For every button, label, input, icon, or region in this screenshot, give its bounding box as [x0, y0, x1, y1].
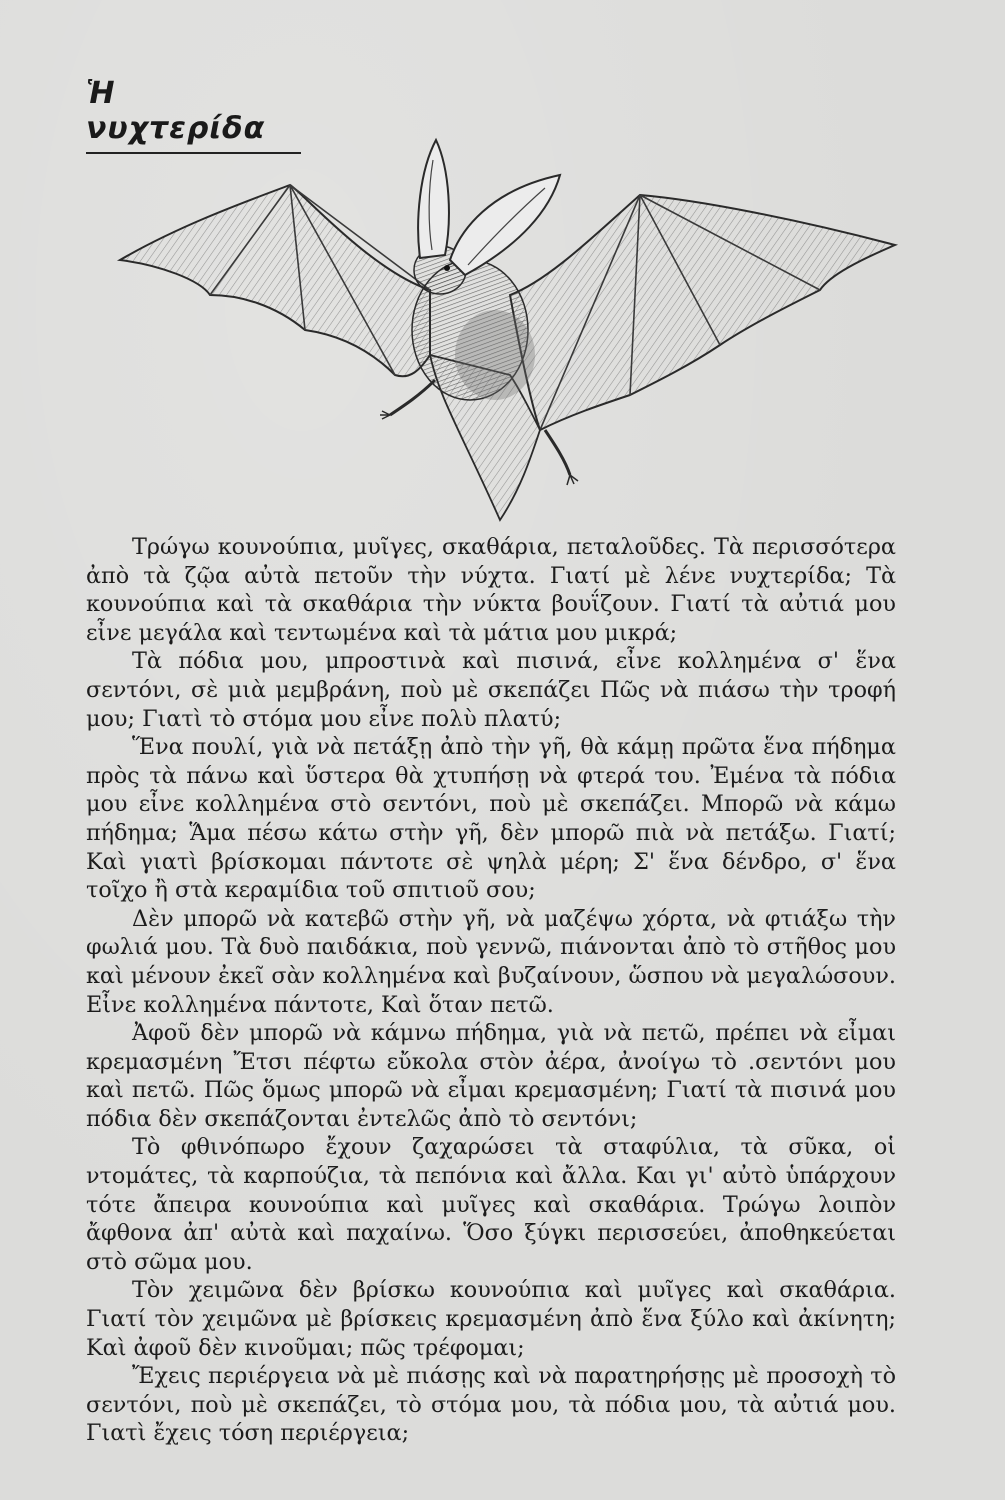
paragraph: Τὸ φθινόπωρο ἔχουν ζαχαρώσει τὰ σταφύλια, τὰ σῦκα, οἱ ντομάτες, τὰ καρπούζια, τὰ πεπόνια καὶ ἄλλα. Και γι' αὐτὸ ὑπάρχουν τότε ἄπειρα κουνούπια καὶ μυῖγες καὶ σκαθάρια. Τρώγω λοιπὸν ἄφθονα ἀπ' αὐτὰ καὶ παχαίνω. Ὅσο ξύγκι περισσεύει, ἀποθηκεύεται στὸ σῶμα μου. — [86, 1134, 896, 1275]
article-text — [86, 533, 896, 1448]
paragraph: Τρώγω κουνούπια, μυῖγες, σκαθάρια, πεταλοῦδες. Τὰ περισσότερα ἀπὸ τὰ ζῷα αὐτὰ πετοῦν τὴν νύχτα. Γιατί μὲ λένε νυχτερίδα; Τὰ κουνούπια καὶ τὰ σκαθάρια τὴν νύκτα βουΐζουν. Γιατί τὰ αὐτιά μου εἶνε μεγάλα καὶ τεντωμένα καὶ τὰ μάτια μου μικρά; — [86, 534, 896, 646]
right-leg — [545, 430, 570, 475]
left-ear — [418, 140, 449, 258]
paragraph: Ἔχεις περιέργεια νὰ μὲ πιάσῃς καὶ νὰ παρατηρήσῃς μὲ προσοχὴ τὸ σεντόνι, ποὺ μὲ σκεπάζει, τὸ στόμα μου, τὰ πόδια μου, τὰ αὐτιά μου. Γιατὶ ἔχεις τόση περιέργεια; — [86, 1363, 896, 1447]
paragraph: Τὰ πόδια μου, μπροστινὰ καὶ πισινά, εἶνε κολλημένα σ' ἕνα σεντόνι, σὲ μιὰ μεμβράνη, ποὺ μὲ σκεπάζει Πῶς νὰ πιάσω τὴν τροφή μου; Γιατὶ τὸ στόμα μου εἶνε πολὺ πλατύ; — [86, 648, 896, 732]
paragraph: Δὲν μπορῶ νὰ κατεβῶ στὴν γῆ, νὰ μαζέψω χόρτα, νὰ φτιάξω τὴν φωλιά μου. Τὰ δυὸ παιδάκια, ποὺ γεννῶ, πιάνονται ἀπὸ τὸ στῆθος μου καὶ μένουν ἐκεῖ σὰν κολλημένα καὶ βυζαίνουν, ὥσπου νὰ μεγαλώσουν. Εἶνε κολλημένα πάντοτε, Καὶ ὅταν πετῶ. — [86, 905, 896, 1018]
paragraph: Ἕνα πουλί, γιὰ νὰ πετάξῃ ἀπὸ τὴν γῆ, θὰ κάμῃ πρῶτα ἕνα πήδημα πρὸς τὰ πάνω καὶ ὕστερα θὰ χτυπήσῃ νὰ φτερά του. Ἐμένα τὰ πόδια μου εἶνε κολλημένα στὸ σεντόνι, ποὺ μὲ σκεπάζει. Μπορῶ νὰ κάμω πήδημα; Ἅμα πέσω κάτω στὴν γῆ, δὲν μπορῶ πιὰ νὰ πετάξω. Γιατί; Καὶ γιατὶ βρίσκομαι πάντοτε σὲ ψηλὰ μέρη; Σ' ἕνα δένδρο, σ' ἕνα τοῖχο ἢ στὰ κεραμίδια τοῦ σπιτιοῦ σου; — [86, 734, 896, 904]
bat-eye — [444, 265, 450, 271]
page-title: Ἡ νυχτερίδα — [86, 76, 301, 154]
left-wing — [120, 185, 430, 376]
paragraph: Ἀφοῦ δὲν μπορῶ νὰ κάμνω πήδημα, γιὰ νὰ πετῶ, πρέπει νὰ εἶμαι κρεμασμένη Ἔτσι πέφτω εὔκολα στὸν ἀέρα, ἀνοίγω τὸ .σεντόνι μου καὶ πετῶ. Πῶς ὅμως μπορῶ νὰ εἶμαι κρεμασμένη; Γιατί τὰ πισινά μου πόδια δὲν σκεπάζονται ἐντελῶς ἀπὸ τὸ σεντόνι; — [86, 1020, 896, 1132]
bat-illustration — [100, 130, 905, 530]
left-leg — [390, 380, 435, 415]
paragraph: Τὸν χειμῶνα δὲν βρίσκω κουνούπια καὶ μυῖγες καὶ σκαθάρια. Γιατί τὸν χειμῶνα μὲ βρίσκεις κρεμασμένη ἀπὸ ἕνα ξύλο καὶ ἀκίνητη; Καὶ ἀφοῦ δὲν κινοῦμαι; πῶς τρέφομαι; — [86, 1277, 896, 1361]
